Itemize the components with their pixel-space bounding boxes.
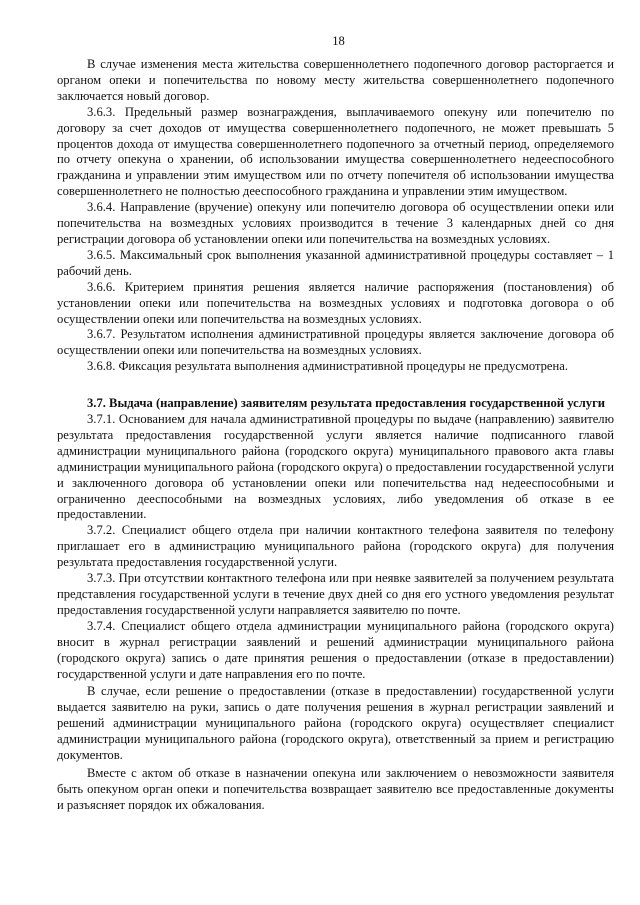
paragraph: 3.6.7. Результатом исполнения административной процедуры является заключение договора об осуществлении опеки или попечительства на возмездных условиях.: [57, 327, 614, 358]
paragraph: 3.6.8. Фиксация результата выполнения административной процедуры не предусмотрена.: [87, 359, 568, 374]
paragraph: 3.6.3. Предельный размер вознаграждения, выплачиваемого опекуну или попечителю по договору за счет доходов от имущества совершеннолетнего подопечного, не может превышать 5 процентов дохода от имущества совершеннолетнего подопечного за отчетный период, определяемого по отчету опекуна о хранении, об использовании имущества совершеннолетнего недееспособного гражданина и управлении этим имуществом или по отчету попечителя об использовании имущества совершеннолетнего не полностью дееспособного гражданина и управлении этим имуществом.: [57, 104, 614, 199]
page-number: 18: [332, 34, 345, 48]
section-heading: 3.7. Выдача (направление) заявителям результата предоставления государственной услуги: [87, 396, 606, 411]
paragraph: 3.7.3. При отсутствии контактного телефона или при неявке заявителей за получением результата представления государственной услуги в течение двух дней со дня его устного уведомления результат предоставления государственной услуги направляется заявителю по почте.: [57, 571, 614, 617]
paragraph: В случае, если решение о предоставлении (отказе в предоставлении) государственной услуги выдается заявителю на руки, запись о дате получения решения в журнал регистрации заявлений и решений администрации муниципального района (городского округа) осуществляет специалист администрации муниципального района (городского округа), ответственный за прием и регистрацию документов.: [57, 684, 614, 763]
paragraph: Вместе с актом об отказе в назначении опекуна или заключением о невозможности заявителя быть опекуном орган опеки и попечительства возвращает заявителю все предоставленные документы и разъясняет порядок их обжалования.: [57, 765, 614, 812]
paragraph: 3.7.2. Специалист общего отдела при наличии контактного телефона заявителя по телефону приглашает его в администрацию муниципального района (городского округа) для получения результата предоставления государственной услуги.: [57, 523, 614, 570]
paragraph: В случае изменения места жительства совершеннолетнего подопечного договор расторгается и органом опеки и попечительства по новому месту жительства совершеннолетнего подопечного заключается новый договор.: [57, 57, 614, 103]
paragraph: 3.6.6. Критерием принятия решения является наличие распоряжения (постановления) об установлении опеки или попечительства на возмездных условиях и подготовка договора о об осуществлении опеки или попечительства на возмездных условиях.: [57, 279, 614, 326]
paragraph: 3.6.4. Направление (вручение) опекуну или попечителю договора об осуществлении опеки или попечительства на возмездных условиях производится в течение 3 календарных дней со дня регистрации договора об установлении опеки или попечительства на возмездных условиях.: [57, 200, 614, 246]
paragraph: 3.7.1. Основанием для начала административной процедуры по выдаче (направлению) заявителю результата предоставления государственной услуги является наличие подписанного главой администрации муниципального района (городского округа) муниципального правового акта главы администрации муниципального района (городского округа) о предоставлении государственной услуги и заключенного договора об установлении опеки или попечительства над недееспособными и ограниченно дееспособными на возмездных условиях, либо уведомления об отказе в ее предоставлении.: [57, 412, 614, 522]
paragraph: 3.6.5. Максимальный срок выполнения указанной административной процедуры составляет – 1 рабочий день.: [57, 247, 614, 278]
paragraph: 3.7.4. Специалист общего отдела администрации муниципального района (городского округа) вносит в журнал регистрации заявлений и решений администрации муниципального района (городского округа) запись о дате принятия решения о предоставлении (отказе в предоставлении) государственной услуги и дате направления его по почте.: [57, 618, 614, 681]
